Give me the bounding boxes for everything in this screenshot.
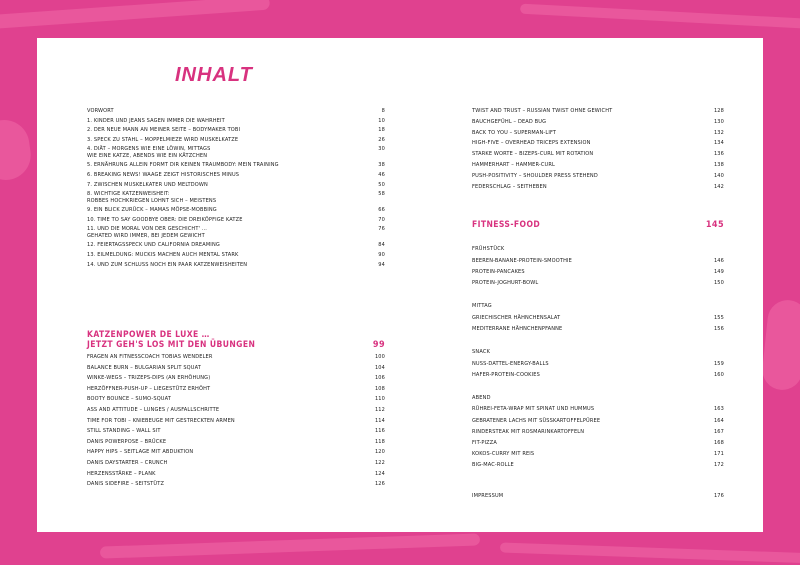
entry-page: 116 — [374, 428, 385, 435]
entry-page: 149 — [713, 268, 724, 275]
chapter-entry — [87, 191, 385, 205]
entry-title: 11. UND DIE MORAL VON DER GESCHICHT' … GEHATED WIRD IMMER, BEI JEDEM GEWICHT — [87, 226, 208, 240]
entry-title: STARKE WORTE – BIZEPS-CURL MIT ROTATION — [472, 151, 594, 158]
entry-title: BOOTY BOUNCE – SUMO-SQUAT — [87, 396, 172, 403]
entry-title: NUSS-DATTEL-ENERGY-BALLS — [472, 360, 549, 367]
recipe-entry — [472, 315, 724, 322]
entry-title: 5. ERNÄHRUNG ALLEIN FORMT DIR KEINEN TRAUMBODY: MEIN TRAINING — [87, 162, 279, 169]
entry-page: 18 — [378, 127, 385, 134]
entry-title: 2. DER NEUE MANN AN MEINER SEITE – BODYMAKER TOBI — [87, 127, 241, 134]
entry-page: 108 — [374, 385, 385, 392]
fitness-food-title: FITNESS-FOOD — [472, 220, 541, 230]
entry-page: 84 — [378, 242, 385, 249]
impressum-entry — [472, 493, 724, 500]
entry-page: 167 — [713, 428, 724, 435]
entry-title: 3. SPECK ZU STAHL – MOPPELMIEZE WIRD MUSKELKATZE — [87, 136, 239, 143]
entry-page: 26 — [378, 136, 385, 143]
exercise-entry — [87, 375, 385, 382]
entry-page: 156 — [713, 325, 724, 332]
exercise-entry — [87, 396, 385, 403]
entry-title: GEBRATENER LACHS MIT SÜSSKARTOFFELPÜREE — [472, 417, 601, 424]
entry-title: RINDERSTEAK MIT ROSMARINKARTOFFELN — [472, 428, 585, 435]
entry-page: 58 — [378, 191, 385, 198]
entry-title: KOKOS-CURRY MIT REIS — [472, 451, 535, 458]
chapter-entry — [87, 146, 385, 160]
exercise-entry — [87, 439, 385, 446]
exercise-entry — [472, 151, 724, 158]
entry-page: 164 — [713, 417, 724, 424]
exercise-entry — [472, 130, 724, 137]
exercise-entry — [87, 428, 385, 435]
katzenpower-title: KATZENPOWER DE LUXE … JETZT GEH'S LOS MIT DEN ÜBUNGEN — [87, 330, 256, 350]
chapter-entry — [87, 252, 385, 259]
recipe-entry — [472, 418, 724, 425]
entry-page: 46 — [378, 172, 385, 178]
recipe-entry — [472, 440, 724, 447]
chapter-entry — [87, 118, 385, 125]
exercise-entry — [87, 407, 385, 414]
entry-title: ASS AND ATTITUDE – LUNGES / AUSFALLSCHRITTE — [87, 407, 220, 413]
chapter-entry — [87, 242, 385, 249]
entry-page: 138 — [713, 162, 724, 168]
entry-page: 120 — [374, 449, 385, 456]
entry-page: 136 — [713, 151, 724, 158]
entry-title: 13. EILMELDUNG: MUCKIS MACHEN AUCH MENTAL STARK — [87, 252, 239, 258]
exercise-entry — [472, 108, 724, 115]
entry-title: 7. ZWISCHEN MUSKELKATER UND MELTDOWN — [87, 181, 208, 188]
recipe-entry — [472, 269, 724, 276]
entry-title: 4. DIÄT – MORGENS WIE EINE LÖWIN, MITTAGS WIE EINE KATZE, ABENDS WIE EIN KÄTZCHEN — [87, 146, 211, 160]
entry-title: STILL STANDING – WALL SIT — [87, 428, 161, 435]
entry-page: 100 — [374, 354, 385, 360]
entry-title: FRAGEN AN FITNESSCOACH TOBIAS WENDELER — [87, 354, 213, 360]
exercise-entry — [87, 481, 385, 488]
entry-title: HAMMERHART – HAMMER-CURL — [472, 162, 555, 168]
entry-title: BAUCHGEFÜHL – DEAD BUG — [472, 118, 547, 125]
entry-title: 12. FEIERTAGSSPECK UND CALIFORNIA DREAMING — [87, 242, 220, 249]
entry-page: 132 — [713, 129, 724, 136]
entry-title: HERZENSSTÄRKE – PLANK — [87, 470, 156, 477]
entry-page: 76 — [378, 226, 385, 233]
exercise-entry — [87, 471, 385, 478]
entry-title: 6. BREAKING NEWS! WAAGE ZEIGT HISTORISCHES MINUS — [87, 172, 240, 178]
entry-title: PUSH-POSITIVITY – SHOULDER PRESS STEHEND — [472, 172, 598, 179]
chapter-entry — [87, 172, 385, 179]
entry-title: DANIS POWERPOSE – BRÜCKE — [87, 438, 167, 445]
impressum-page: 176 — [713, 493, 724, 499]
fitness-food-page: 145 — [705, 220, 724, 230]
entry-title: HAPPY HIPS – SEITLAGE MIT ABDUKTION — [87, 449, 194, 456]
entry-page: 38 — [378, 162, 385, 169]
chapter-entry — [87, 182, 385, 189]
entry-page: 128 — [713, 108, 724, 114]
entry-title: 14. UND ZUM SCHLUSS NOCH EIN PAAR KATZENWEISHEITEN — [87, 261, 248, 268]
entry-page: 150 — [713, 279, 724, 286]
entry-page: 155 — [713, 314, 724, 321]
exercise-entry — [87, 449, 385, 456]
food-group-heading: SNACK — [472, 349, 491, 355]
entry-page: 50 — [378, 181, 385, 188]
recipe-entry — [472, 258, 724, 265]
entry-page: 124 — [374, 470, 385, 477]
entry-page: 168 — [713, 440, 724, 446]
chapter-entry — [87, 108, 385, 115]
entry-page: 130 — [713, 118, 724, 125]
entry-page: 146 — [713, 257, 724, 264]
entry-page: 114 — [374, 417, 385, 424]
exercise-entry — [87, 460, 385, 467]
entry-title: HERZÖFFNER-PUSH-UP – LIEGESTÜTZ ERHÖHT — [87, 385, 211, 392]
exercise-entry — [472, 119, 724, 126]
exercise-entry — [472, 184, 724, 191]
entry-page: 118 — [374, 438, 385, 445]
recipe-entry — [472, 361, 724, 368]
entry-page: 160 — [713, 371, 724, 378]
chapter-entry — [87, 207, 385, 214]
entry-title: HIGH-FIVE – OVERHEAD TRICEPS EXTENSION — [472, 140, 591, 147]
chapter-entry — [87, 162, 385, 169]
food-group-heading: ABEND — [472, 394, 491, 401]
exercise-entry — [87, 365, 385, 372]
exercise-entry — [87, 386, 385, 393]
entry-title: 1. KINDER UND JEANS SAGEN IMMER DIE WAHRHEIT — [87, 117, 225, 124]
entry-title: BACK TO YOU – SUPERMAN-LIFT — [472, 129, 557, 136]
recipe-entry — [472, 326, 724, 333]
entry-page: 10 — [378, 117, 385, 124]
food-group-heading: MITTAG — [472, 303, 492, 310]
entry-title: 8. WICHTIGE KATZENWEISHEIT: ROBBES HOCHKRIEGEN LOHNT SICH – MEISTENS — [87, 191, 217, 205]
entry-page: 104 — [374, 364, 385, 371]
food-group-heading: FRÜHSTÜCK — [472, 246, 505, 252]
entry-page: 90 — [378, 252, 385, 258]
entry-title: VORWORT — [87, 108, 114, 114]
katzenpower-page: 99 — [372, 340, 385, 350]
recipe-entry — [472, 372, 724, 379]
entry-page: 126 — [374, 481, 385, 488]
entry-title: BEEREN-BANANE-PROTEIN-SMOOTHIE — [472, 257, 573, 264]
entry-title: TIME FOR TOBI – KNIEBEUGE MIT GESTRECKTEN ARMEN — [87, 417, 235, 424]
impressum-title: IMPRESSUM — [472, 493, 504, 499]
exercise-entry — [472, 162, 724, 169]
entry-title: TWIST AND TRUST – RUSSIAN TWIST OHNE GEWICHT — [472, 108, 613, 114]
exercise-entry — [472, 173, 724, 180]
fitness-food-heading — [472, 220, 724, 230]
entry-page: 66 — [378, 207, 385, 214]
entry-page: 112 — [374, 407, 385, 413]
entry-page: 70 — [378, 216, 385, 223]
chapter-entry — [87, 226, 385, 240]
entry-title: RÜHREI-FETA-WRAP MIT SPINAT UND HUMMUS — [472, 406, 595, 413]
entry-page: 172 — [713, 462, 724, 469]
entry-title: WINKE-WEGS – TRIZEPS-DIPS (AN ERHÖHUNG) — [87, 375, 211, 382]
entry-title: FEDERSCHLAG – SEITHEBEN — [472, 183, 547, 190]
recipe-entry — [472, 451, 724, 458]
entry-page: 159 — [713, 360, 724, 367]
entry-title: 9. EIN BLICK ZURÜCK – MAMAS MÖPSE-MOBBING — [87, 207, 217, 214]
entry-title: DANIS SIDEFIRE – SEITSTÜTZ — [87, 481, 165, 488]
entry-title: GRIECHISCHER HÄHNCHENSALAT — [472, 314, 561, 321]
exercise-entry — [472, 140, 724, 147]
entry-page: 110 — [374, 396, 385, 403]
entry-title: FIT-PIZZA — [472, 440, 497, 446]
entry-title: PROTEIN-PANCAKES — [472, 268, 525, 275]
page-title: INHALT — [175, 64, 253, 86]
chapter-entry — [87, 262, 385, 269]
toc-page — [37, 38, 763, 532]
entry-page: 134 — [713, 140, 724, 147]
entry-title: PROTEIN-JOGHURT-BOWL — [472, 279, 539, 286]
exercise-entry — [87, 418, 385, 425]
entry-page: 140 — [713, 172, 724, 179]
entry-page: 163 — [713, 406, 724, 413]
entry-page: 142 — [713, 183, 724, 190]
entry-title: BIG-MAC-ROLLE — [472, 462, 514, 469]
entry-page: 94 — [378, 261, 385, 268]
entry-title: BALANCE BURN – BULGARIAN SPLIT SQUAT — [87, 364, 201, 371]
entry-title: DANIS DAYSTARTER – CRUNCH — [87, 460, 168, 466]
entry-page: 171 — [713, 451, 724, 458]
exercise-entry — [87, 354, 385, 361]
entry-page: 8 — [381, 108, 385, 114]
recipe-entry — [472, 280, 724, 287]
recipe-entry — [472, 406, 724, 413]
entry-title: 10. TIME TO SAY GOODBYE OBER: DIE DREIKÖPFIGE KATZE — [87, 216, 243, 223]
recipe-entry — [472, 429, 724, 436]
entry-title: HAFER-PROTEIN-COOKIES — [472, 371, 540, 378]
entry-page: 106 — [374, 375, 385, 382]
recipe-entry — [472, 462, 724, 469]
chapter-entry — [87, 137, 385, 144]
entry-title: MEDITERRANE HÄHNCHENPFANNE — [472, 325, 563, 332]
entry-page: 30 — [378, 146, 385, 153]
katzenpower-heading — [87, 330, 385, 350]
chapter-entry — [87, 127, 385, 134]
chapter-entry — [87, 217, 385, 224]
entry-page: 122 — [374, 460, 385, 466]
